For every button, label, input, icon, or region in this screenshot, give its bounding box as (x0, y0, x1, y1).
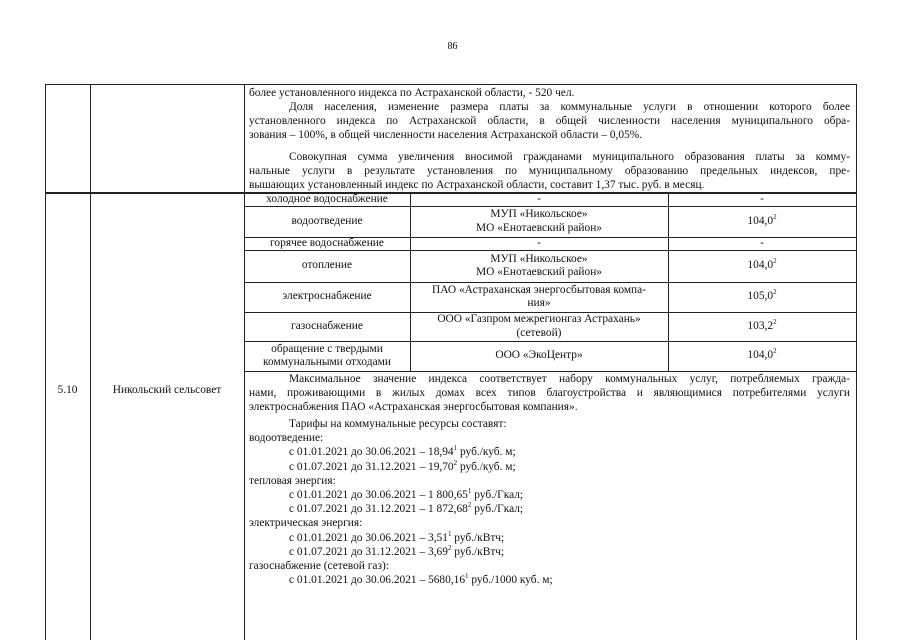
footnote-mark: 2 (467, 501, 472, 510)
service-index: 105,0$^2$ (747, 288, 777, 303)
footnote-mark: 1 (467, 487, 472, 496)
service-provider: ния» (527, 297, 551, 309)
row-divider (45, 193, 244, 194)
service-name-cell (244, 282, 410, 312)
service-provider: МУП «Никольское» (490, 208, 588, 220)
service-name-cell (244, 312, 410, 341)
service-name: холодное водоснабжение (266, 192, 388, 205)
service-provider: МУП «Никольское» (490, 252, 588, 265)
service-index: 104,0$^2$ (747, 212, 777, 227)
footnote-mark: 2 (453, 458, 458, 467)
text-line: установленного индекса по Астраханской области, в общей численности населения муниципального обра- (249, 115, 850, 128)
footnote-mark: 2 (773, 317, 777, 326)
tariff-item: с 01.07.2021 до 31.12.2021 – 3,69$^2$ руб./кВтч; (289, 544, 505, 558)
service-name-cell (244, 341, 410, 371)
service-provider: МО «Енотаевский район» (476, 266, 602, 278)
column-divider-code (90, 84, 91, 640)
footnote-mark: 1 (453, 444, 458, 453)
service-provider-cell (410, 282, 668, 312)
text-line: нальные услуги в результате установления по муниципальному образованию предельных индексов, пре- (249, 165, 850, 178)
text-line: Максимальное значение индекса соответствует набору коммунальных услуг, потребляемых гражда- (289, 373, 850, 385)
service-provider-cell (410, 193, 668, 206)
text-line: зования – 100%, в общей численности населения Астраханской области – 0,05%. (249, 129, 643, 142)
tariff-item: с 01.01.2021 до 30.06.2021 – 5680,16$^1$ руб./1000 куб. м; (289, 572, 553, 587)
tariff-item: с 01.01.2021 до 30.06.2021 – 3,51$^1$ руб./кВтч; (289, 529, 505, 544)
service-provider-cell (410, 341, 668, 371)
footnote-mark: 2 (773, 212, 777, 221)
service-provider: МО «Енотаевский район» (476, 221, 602, 234)
service-name-cell (244, 250, 410, 282)
service-index-cell (668, 341, 856, 371)
tariff-item: с 01.07.2021 до 31.12.2021 – 1 872,68$^2$ руб./Гкал; (289, 501, 524, 516)
service-name: коммунальными отходами (263, 356, 391, 368)
footnote-mark: 2 (773, 288, 777, 297)
text-line: Доля населения, изменение размера платы за коммунальные услуги в отношении которого более (289, 101, 850, 113)
service-provider-cell (410, 312, 668, 341)
table-border-right (856, 84, 857, 640)
service-name-cell (244, 193, 410, 206)
service-name: отопление (301, 259, 353, 272)
service-provider-cell (410, 250, 668, 282)
service-provider: ООО «ЭкоЦентр» (495, 349, 583, 362)
tariff-group-title: электрическая энергия: (249, 517, 363, 530)
service-index: - (760, 192, 764, 205)
service-name: водоотведение (291, 214, 363, 227)
service-index: - (760, 236, 764, 249)
service-provider: ПАО «Астраханская энергосбытовая компа- (431, 283, 646, 296)
top-text-line (249, 86, 850, 100)
table-border-top (45, 84, 856, 85)
footnote-mark: 1 (465, 572, 469, 581)
service-provider-cell (410, 237, 668, 250)
text-line: электроснабжения ПАО «Астраханская энергосбытовая компания». (249, 401, 578, 414)
service-index-cell (668, 312, 856, 341)
service-name: горячее водоснабжение (270, 236, 384, 249)
service-index: 103,2$^2$ (747, 317, 777, 332)
table-border-left (45, 84, 46, 640)
service-name-cell (244, 206, 410, 237)
footnote-mark: 2 (773, 257, 777, 266)
text-line: вышающих установленный индекс по Астраханской области, составит 1,37 тыс. руб. в месяц. (249, 179, 705, 192)
tariff-group-title: тепловая энергия: (249, 474, 336, 487)
service-provider-cell (410, 206, 668, 237)
service-name: электроснабжение (282, 290, 372, 303)
text-line: нами, проживающими в жилых домах всех типов благоустройства и являющимися потребителями услуги (249, 387, 850, 400)
service-index-cell (668, 237, 856, 250)
footnote-mark: 2 (447, 544, 452, 552)
tariff-group-title: газоснабжение (сетевой газ): (249, 560, 389, 572)
top-paragraph-share (249, 100, 850, 143)
service-index-cell (668, 193, 856, 206)
service-provider: - (537, 236, 541, 249)
footnote-mark: 2 (773, 347, 777, 356)
service-index: 104,0$^2$ (747, 257, 777, 272)
tariff-item: с 01.01.2021 до 30.06.2021 – 18,94$^1$ руб./куб. м; (289, 444, 516, 459)
tariffs-intro: Тарифы на коммунальные ресурсы составят: (289, 418, 507, 430)
tariff-group-title: водоотведение: (249, 432, 324, 445)
description-paragraph (249, 372, 850, 415)
service-name-cell (244, 237, 410, 250)
top-paragraph-total (249, 150, 850, 193)
text-line: Совокупная сумма увеличения вносимой гражданами муниципального образования платы за комму- (289, 151, 850, 163)
top-text-line-1: более установленного индекса по Астраханской области, - 520 чел. (249, 87, 575, 99)
service-index-cell (668, 282, 856, 312)
row-settlement-name: Никольский сельсовет (112, 384, 222, 396)
service-index-cell (668, 250, 856, 282)
row-code: 5.10 (57, 384, 78, 396)
service-index: 104,0$^2$ (747, 347, 777, 362)
tariff-item: с 01.01.2021 до 30.06.2021 – 1 800,65$^1$ руб./Гкал; (289, 487, 524, 501)
service-name: обращение с твердыми (271, 342, 383, 355)
service-provider: (сетевой) (516, 326, 562, 339)
footnote-mark: 1 (447, 529, 452, 538)
tariff-item: с 01.07.2021 до 31.12.2021 – 19,70$^2$ руб./куб. м; (289, 458, 516, 473)
page-number: 86 (447, 41, 458, 52)
service-name: газоснабжение (291, 319, 363, 332)
service-index-cell (668, 206, 856, 237)
service-provider: - (537, 192, 541, 205)
service-provider: ООО «Газпром межрегионгаз Астрахань» (437, 313, 641, 325)
